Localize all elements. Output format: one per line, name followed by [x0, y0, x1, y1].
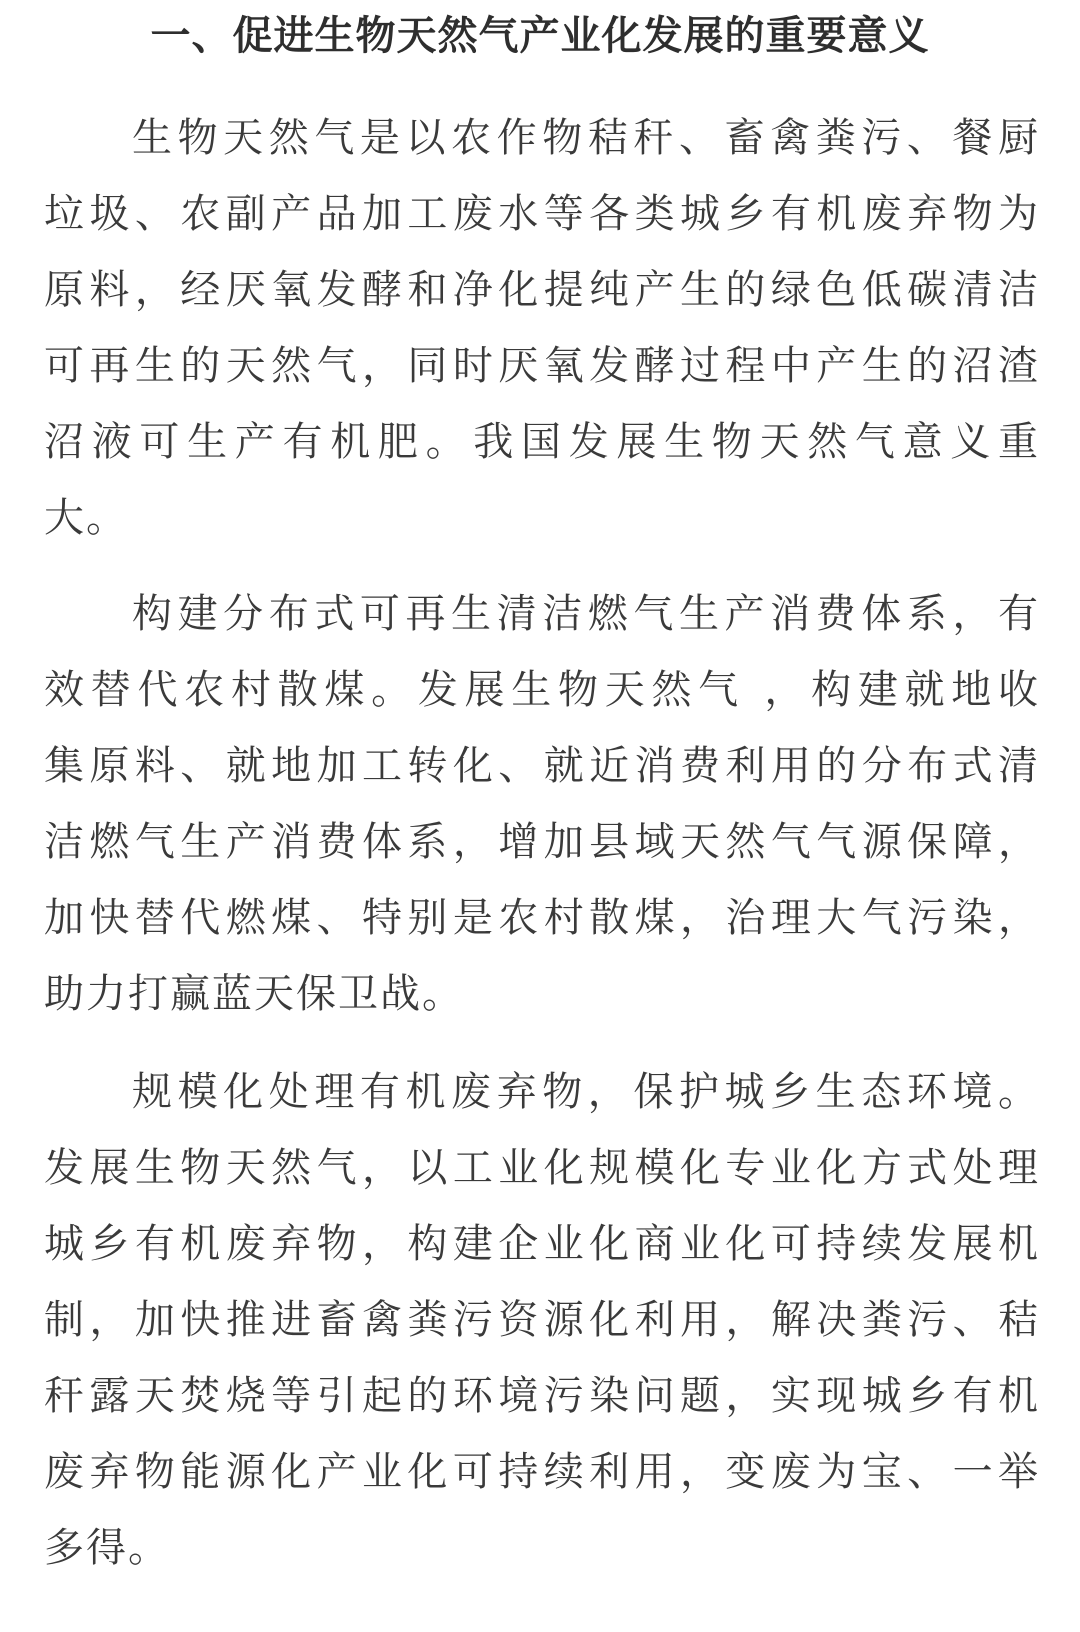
paragraph-line: 沼液可生产有机肥。我国发展生物天然气意义重: [44, 419, 1040, 465]
paragraph-line: 加快替代燃煤、特别是农村散煤，治理大气污染，: [44, 895, 1040, 941]
paragraph-line: 多得。: [44, 1525, 170, 1571]
paragraph-line: 规模化处理有机废弃物，保护城乡生态环境。: [132, 1069, 1040, 1115]
paragraph-line: 发展生物天然气，以工业化规模化专业化方式处理: [44, 1145, 1040, 1191]
paragraph-line: 制，加快推进畜禽粪污资源化利用，解决粪污、秸: [44, 1297, 1040, 1343]
paragraph-line: 城乡有机废弃物，构建企业化商业化可持续发展机: [44, 1221, 1040, 1267]
paragraph-line: 集原料、就地加工转化、就近消费利用的分布式清: [44, 743, 1040, 789]
paragraph-waste-treatment: [44, 1054, 1040, 1586]
paragraph-line: 助力打赢蓝天保卫战。: [44, 971, 464, 1017]
paragraph-line: 秆露天焚烧等引起的环境污染问题，实现城乡有机: [44, 1373, 1040, 1419]
paragraph-significance: [44, 100, 1040, 556]
paragraph-line: 效替代农村散煤。发展生物天然气 ，构建就地收: [44, 667, 1040, 713]
paragraph-line: 生物天然气是以农作物秸秆、畜禽粪污、餐厨: [132, 115, 1040, 161]
section-heading: 一、促进生物天然气产业化发展的重要意义: [150, 13, 930, 59]
paragraph-line: 可再生的天然气，同时厌氧发酵过程中产生的沼渣: [44, 343, 1040, 389]
paragraph-line: 洁燃气生产消费体系，增加县域天然气气源保障，: [44, 819, 1040, 865]
paragraph-line: 构建分布式可再生清洁燃气生产消费体系，有: [132, 591, 1040, 637]
paragraph-line: 大。: [44, 495, 128, 541]
paragraph-line: 垃圾、农副产品加工废水等各类城乡有机废弃物为: [44, 191, 1040, 237]
paragraph-line: 原料，经厌氧发酵和净化提纯产生的绿色低碳清洁: [44, 267, 1040, 313]
paragraph-line: 废弃物能源化产业化可持续利用，变废为宝、一举: [44, 1449, 1040, 1495]
paragraph-clean-gas: [44, 576, 1040, 1032]
